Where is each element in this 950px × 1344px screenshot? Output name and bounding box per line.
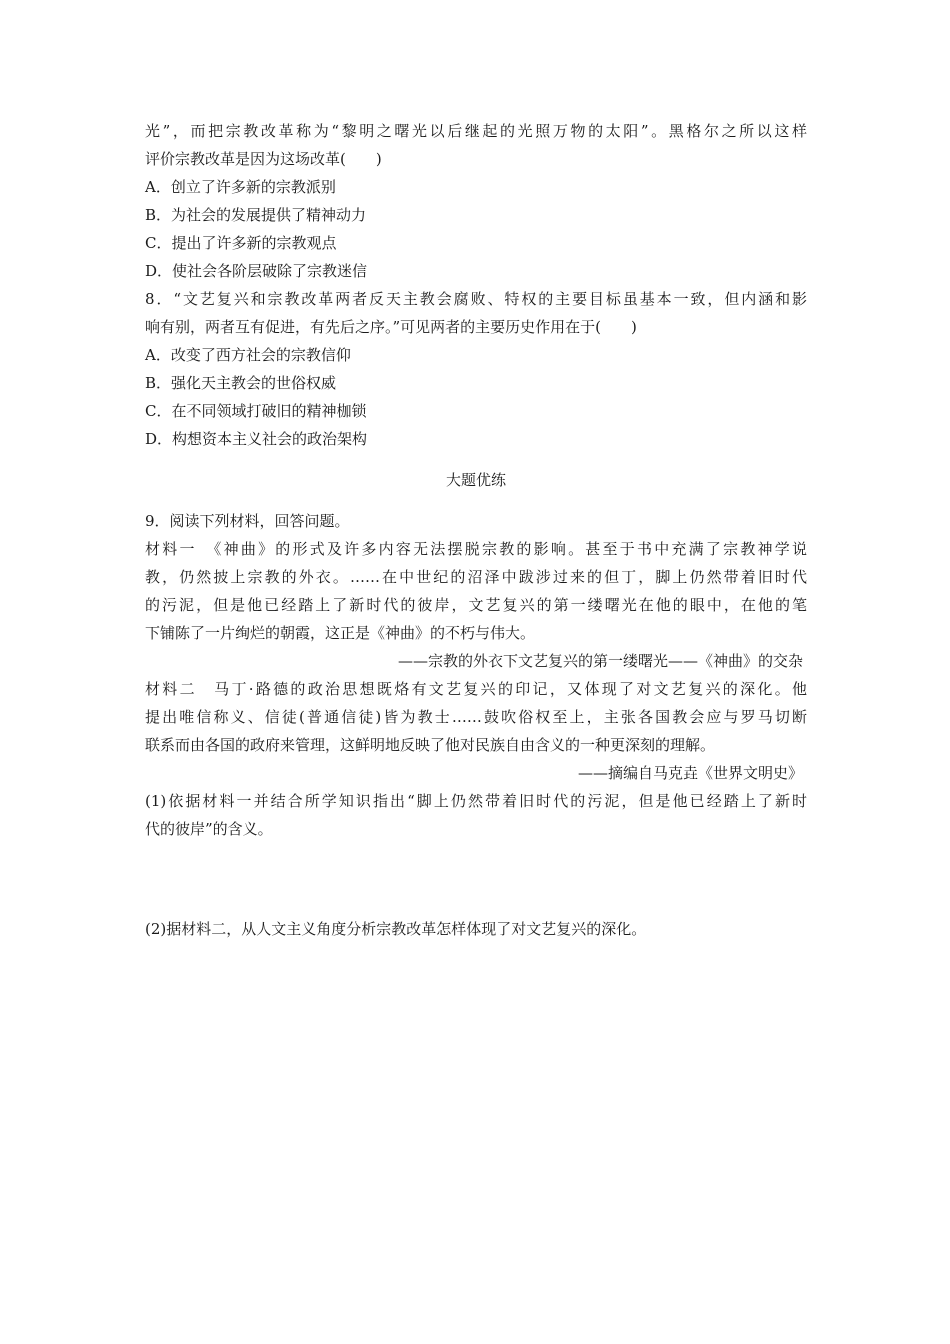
sub-question-1-line-1: (1)依据材料一并结合所学知识指出“脚上仍然带着旧时代的污泥，但是他已经踏上了新时 [145, 792, 807, 810]
q7-option-c: C．提出了许多新的宗教观点 [145, 234, 337, 252]
q8-option-a: A．改变了西方社会的宗教信仰 [145, 346, 351, 364]
q7-option-d: D．使社会各阶层破除了宗教迷信 [145, 262, 368, 280]
sub-question-1-line-2: 代的彼岸”的含义。 [145, 820, 273, 838]
question-8 [145, 285, 807, 453]
material1-source: ——宗教的外衣下文艺复兴的第一缕曙光——《神曲》的交杂 [397, 652, 803, 670]
section-title: 大题优练 [445, 471, 506, 489]
q9-sub-question-2 [145, 915, 807, 943]
q7-option-a: A．创立了许多新的宗教派别 [145, 178, 336, 196]
question-7 [145, 117, 807, 285]
material2-line-2: 提出唯信称义、信徒(普通信徒)皆为教士……鼓吹俗权至上，主张各国教会应与罗马切断 [145, 708, 807, 726]
q7-stem-line-2: 评价宗教改革是因为这场改革( ) [145, 150, 382, 168]
q7-option-b: B．为社会的发展提供了精神动力 [145, 206, 367, 224]
sub-question-2-line-1: (2)据材料二，从人文主义角度分析宗教改革怎样体现了对文艺复兴的深化。 [145, 920, 647, 938]
material2-source: ——摘编自马克垚《世界文明史》 [577, 764, 803, 782]
material1-line-1: 材料一 《神曲》的形式及许多内容无法摆脱宗教的影响。甚至于书中充满了宗教神学说 [145, 540, 807, 558]
q7-stem-line-1: 光”，而把宗教改革称为“黎明之曙光以后继起的光照万物的太阳”。黑格尔之所以这样 [145, 122, 807, 140]
material1-line-3: 的污泥，但是他已经踏上了新时代的彼岸，文艺复兴的第一缕曙光在他的眼中，在他的笔 [145, 596, 807, 614]
material1-line-4: 下铺陈了一片绚烂的朝霞，这正是《神曲》的不朽与伟大。 [145, 624, 536, 642]
document-content [145, 117, 807, 943]
q9-material-2 [145, 675, 807, 787]
q8-option-b: B．强化天主教会的世俗权威 [145, 374, 337, 392]
q8-option-c: C．在不同领域打破旧的精神枷锁 [145, 402, 367, 420]
answer-space-1 [145, 843, 807, 915]
q8-stem-line-2: 响有别，两者互有促进，有先后之序。”可见两者的主要历史作用在于( ) [145, 318, 637, 336]
q9-intro: 9．阅读下列材料，回答问题。 [145, 512, 350, 530]
q9-material-1 [145, 535, 807, 675]
material2-line-3: 联系而由各国的政府来管理，这鲜明地反映了他对民族自由含义的一种更深刻的理解。 [145, 736, 716, 754]
question-9 [145, 507, 807, 943]
q8-stem-line-1: 8．“文艺复兴和宗教改革两者反天主教会腐败、特权的主要目标虽基本一致，但内涵和影 [145, 290, 807, 308]
material2-line-1: 材料二 马丁·路德的政治思想既烙有文艺复兴的印记，又体现了对文艺复兴的深化。他 [145, 680, 807, 698]
material1-line-2: 教，仍然披上宗教的外衣。……在中世纪的沼泽中跋涉过来的但丁，脚上仍然带着旧时代 [145, 568, 807, 586]
q8-option-d: D．构想资本主义社会的政治架构 [145, 430, 368, 448]
q9-sub-question-1 [145, 787, 807, 843]
